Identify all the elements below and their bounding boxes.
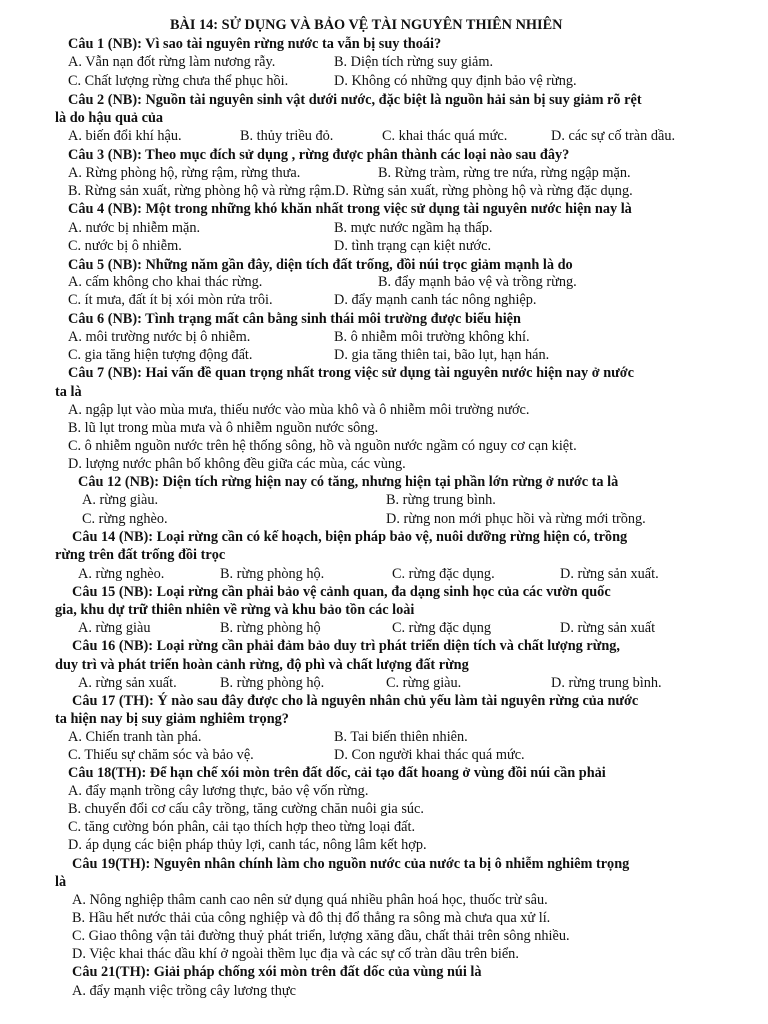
question-15-line-1: Câu 15 (NB): Loại rừng cần phải bảo vệ cảnh quan, đa dạng sinh học của các vườn quốc xyxy=(72,584,611,600)
question-5: Câu 5 (NB): Những năm gần đây, diện tích đất trống, đồi núi trọc giảm mạnh là do xyxy=(68,257,573,273)
question-1: Câu 1 (NB): Vì sao tài nguyên rừng nước ta vẫn bị suy thoái? xyxy=(68,36,442,52)
q16-option-b: B. rừng phòng hộ. xyxy=(220,675,325,691)
question-16-line-2: duy trì và phát triển hoàn cảnh rừng, độ phì và chất lượng đất rừng xyxy=(55,657,469,673)
question-3: Câu 3 (NB): Theo mục đích sử dụng , rừng được phân thành các loại nào sau đây? xyxy=(68,147,570,163)
q5-option-c: C. ít mưa, đất ít bị xói mòn rửa trôi. xyxy=(68,292,273,308)
q4-option-c: C. nước bị ô nhiễm. xyxy=(68,238,182,254)
q2-option-a: A. biến đổi khí hậu. xyxy=(68,128,182,144)
q12-option-c: C. rừng nghèo. xyxy=(82,511,168,527)
question-2-line-1: Câu 2 (NB): Nguồn tài nguyên sinh vật dưới nước, đặc biệt là nguồn hải sản bị suy giảm rõ rệt xyxy=(68,92,642,108)
q5-option-d: D. đẩy mạnh canh tác nông nghiệp. xyxy=(334,292,537,308)
q2-option-d: D. các sự cố tràn dầu. xyxy=(551,128,676,144)
question-2-line-2: là do hậu quả của xyxy=(55,110,164,126)
q1-option-a: A. Vẫn nạn đốt rừng làm nương rẫy. xyxy=(68,54,276,70)
q1-option-c: C. Chất lượng rừng chưa thể phục hồi. xyxy=(68,73,289,89)
q12-option-d: D. rừng non mới phục hồi và rừng mới trồng. xyxy=(386,511,646,527)
q18-option-c: C. tăng cường bón phân, cải tạo thích hợp theo từng loại đất. xyxy=(68,819,416,835)
question-18: Câu 18(TH): Để hạn chế xói mòn trên đất dốc, cải tạo đất hoang ở vùng đồi núi cần phải xyxy=(68,765,606,781)
q15-option-b: B. rừng phòng hộ xyxy=(220,620,321,636)
q18-option-a: A. đẩy mạnh trồng cây lương thực, bảo vệ vốn rừng. xyxy=(68,783,369,799)
q16-option-a: A. rừng sản xuất. xyxy=(78,675,177,691)
q4-option-d: D. tình trạng cạn kiệt nước. xyxy=(334,238,492,254)
q15-option-d: D. rừng sản xuất xyxy=(560,620,656,636)
q6-option-c: C. gia tăng hiện tượng động đất. xyxy=(68,347,253,363)
q18-option-d: D. áp dụng các biện pháp thủy lợi, canh tác, nông lâm kết hợp. xyxy=(68,837,427,853)
page-title: BÀI 14: SỬ DỤNG VÀ BẢO VỆ TÀI NGUYÊN THIÊN NHIÊN xyxy=(170,17,563,33)
q14-option-a: A. rừng nghèo. xyxy=(78,566,165,582)
q19-option-c: C. Giao thông vận tải đường thuỷ phát triển, lượng xăng dầu, chất thải trên sông nhiều. xyxy=(72,928,570,944)
q21-option-a: A. đẩy mạnh việc trồng cây lương thực xyxy=(72,983,296,999)
q7-option-c: C. ô nhiễm nguồn nước trên hệ thống sông, hồ và nguồn nước ngầm có nguy cơ cạn kiệt. xyxy=(68,438,577,454)
q17-option-b: B. Tai biến thiên nhiên. xyxy=(334,729,468,745)
question-17-line-2: ta hiện nay bị suy giảm nghiêm trọng? xyxy=(55,711,289,727)
q6-option-d: D. gia tăng thiên tai, bão lụt, hạn hán. xyxy=(334,347,550,363)
q3-option-b: B. Rừng tràm, rừng tre nứa, rừng ngập mặn. xyxy=(378,165,631,181)
question-7-line-1: Câu 7 (NB): Hai vấn đề quan trọng nhất trong việc sử dụng tài nguyên nước hiện nay ở nước xyxy=(68,365,634,381)
q5-option-a: A. cấm không cho khai thác rừng. xyxy=(68,274,263,290)
question-6: Câu 6 (NB): Tình trạng mất cân bằng sinh thái môi trường được biểu hiện xyxy=(68,311,521,327)
q6-option-b: B. ô nhiễm môi trường không khí. xyxy=(334,329,530,345)
q19-option-d: D. Việc khai thác dầu khí ở ngoài thềm lục địa và các sự cố tràn dầu trên biển. xyxy=(72,946,519,962)
q7-option-b: B. lũ lụt trong mùa mưa và ô nhiễm nguồn nước sông. xyxy=(68,420,379,436)
q14-option-d: D. rừng sản xuất. xyxy=(560,566,659,582)
q2-option-c: C. khai thác quá mức. xyxy=(382,128,508,144)
q17-option-c: C. Thiếu sự chăm sóc và bảo vệ. xyxy=(68,747,254,763)
question-21: Câu 21(TH): Giải pháp chống xói mòn trên đất dốc của vùng núi là xyxy=(72,964,482,980)
q15-option-a: A. rừng giàu xyxy=(78,620,151,636)
q12-option-b: B. rừng trung bình. xyxy=(386,492,496,508)
question-16-line-1: Câu 16 (NB): Loại rừng cần phải đảm bảo duy trì phát triển diện tích và chất lượng rừng, xyxy=(72,638,620,654)
question-15-line-2: gia, khu dự trữ thiên nhiên về rừng và khu bảo tồn các loài xyxy=(55,602,415,618)
q18-option-b: B. chuyển đổi cơ cấu cây trồng, tăng cường chăn nuôi gia súc. xyxy=(68,801,424,817)
q16-option-c: C. rừng giàu. xyxy=(386,675,462,691)
question-12: Câu 12 (NB): Diện tích rừng hiện nay có tăng, nhưng hiện tại phần lớn rừng ở nước ta là xyxy=(78,474,619,490)
q17-option-d: D. Con người khai thác quá mức. xyxy=(334,747,525,763)
question-14-line-2: rừng trên đất trống đồi trọc xyxy=(55,547,226,563)
q1-option-d: D. Không có những quy định bảo vệ rừng. xyxy=(334,73,577,89)
q1-option-b: B. Diện tích rừng suy giảm. xyxy=(334,54,494,70)
q17-option-a: A. Chiến tranh tàn phá. xyxy=(68,729,202,745)
q19-option-a: A. Nông nghiệp thâm canh cao nên sử dụng quá nhiều phân hoá học, thuốc trừ sâu. xyxy=(72,892,548,908)
q5-option-b: B. đẩy mạnh bảo vệ và trồng rừng. xyxy=(378,274,577,290)
q2-option-b: B. thủy triều đỏ. xyxy=(240,128,334,144)
question-19-line-2: là xyxy=(55,874,67,890)
question-19-line-1: Câu 19(TH): Nguyên nhân chính làm cho nguồn nước của nước ta bị ô nhiễm nghiêm trọng xyxy=(72,856,630,872)
q7-option-a: A. ngập lụt vào mùa mưa, thiếu nước vào mùa khô và ô nhiễm môi trường nước. xyxy=(68,402,530,418)
q3-option-a: A. Rừng phòng hộ, rừng rậm, rừng thưa. xyxy=(68,165,301,181)
q14-option-c: C. rừng đặc dụng. xyxy=(392,566,495,582)
q15-option-c: C. rừng đặc dụng xyxy=(392,620,492,636)
question-17-line-1: Câu 17 (TH): Ý nào sau đây được cho là nguyên nhân chủ yếu làm tài nguyên rừng của nước xyxy=(72,693,639,709)
q7-option-d: D. lượng nước phân bố không đều giữa các mùa, các vùng. xyxy=(68,456,406,472)
q12-option-a: A. rừng giàu. xyxy=(82,492,159,508)
q4-option-b: B. mực nước ngầm hạ thấp. xyxy=(334,220,493,236)
question-14-line-1: Câu 14 (NB): Loại rừng cần có kế hoạch, biện pháp bảo vệ, nuôi dưỡng rừng hiện có, trồng xyxy=(72,529,628,545)
q6-option-a: A. môi trường nước bị ô nhiễm. xyxy=(68,329,251,345)
q16-option-d: D. rừng trung bình. xyxy=(551,675,662,691)
q19-option-b: B. Hầu hết nước thải của công nghiệp và đô thị đổ thẳng ra sông mà chưa qua xử lí. xyxy=(72,910,551,926)
question-7-line-2: ta là xyxy=(55,384,82,400)
q3-option-bc: B. Rừng sản xuất, rừng phòng hộ và rừng rậm.D. Rừng sản xuất, rừng phòng hộ và rừng đặc dụng. xyxy=(68,183,633,199)
q14-option-b: B. rừng phòng hộ. xyxy=(220,566,325,582)
question-4: Câu 4 (NB): Một trong những khó khăn nhất trong việc sử dụng tài nguyên nước hiện nay là xyxy=(68,201,632,217)
q4-option-a: A. nước bị nhiễm mặn. xyxy=(68,220,201,236)
